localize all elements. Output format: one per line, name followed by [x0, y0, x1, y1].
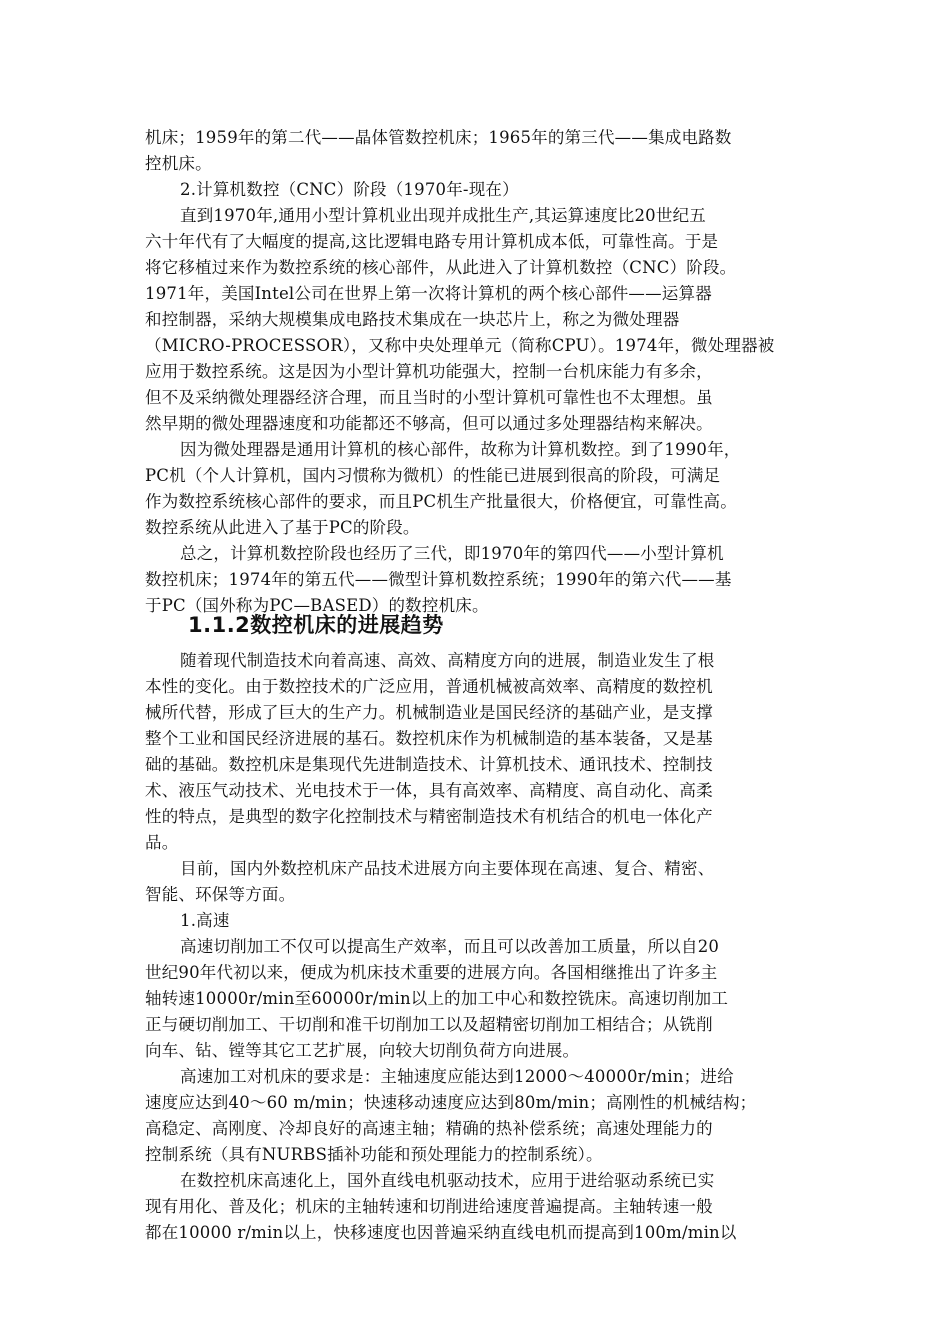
text-line: 机床；1959年的第二代——晶体管数控机床；1965年的第三代——集成电路数 [145, 128, 732, 147]
text-line: 因为微处理器是通用计算机的核心部件，故称为计算机数控。到了1990年， [180, 440, 741, 459]
text-line: 性的特点，是典型的数字化控制技术与精密制造技术有机结合的机电一体化产 [145, 807, 713, 826]
text-line: 在数控机床高速化上，国外直线电机驱动技术，应用于进给驱动系统已实 [180, 1171, 715, 1190]
text-line: 将它移植过来作为数控系统的核心部件，从此进入了计算机数控（CNC）阶段。 [145, 258, 737, 277]
text-line: 整个工业和国民经济进展的基石。数控机床作为机械制造的基本装备，又是基 [145, 729, 713, 748]
text-line: 控机床。 [145, 154, 212, 173]
text-line: 高稳定、高刚度、冷却良好的高速主轴；精确的热补偿系统；高速处理能力的 [145, 1119, 713, 1138]
text-line: 高速加工对机床的要求是：主轴速度应能达到12000～40000r/min；进给 [180, 1067, 734, 1086]
text-line: 速度应达到40～60 m/min；快速移动速度应达到80m/min；高刚性的机械结构； [145, 1093, 757, 1112]
text-line: 控制系统（具有NURBS插补功能和预处理能力的控制系统）。 [145, 1145, 603, 1164]
text-line: 但不及采纳微处理器经济合理，而且当时的小型计算机可靠性也不太理想。虽 [145, 388, 713, 407]
text-line: 总之，计算机数控阶段也经历了三代，即1970年的第四代——小型计算机 [180, 544, 724, 563]
text-line: 世纪90年代初以来，便成为机床技术重要的进展方向。各国相继推出了许多主 [145, 963, 718, 982]
text-line: 数控系统从此进入了基于PC的阶段。 [145, 518, 420, 537]
text-line: 目前，国内外数控机床产品技术进展方向主要体现在高速、复合、精密、 [180, 859, 715, 878]
text-line: 现有用化、普及化；机床的主轴转速和切削进给速度普遍提高。主轴转速一般 [145, 1197, 713, 1216]
text-line: 直到1970年,通用小型计算机业出现并成批生产,其运算速度比20世纪五 [180, 206, 706, 225]
text-line: （MICRO-PROCESSOR），又称中央处理单元（简称CPU）。1974年，微处理器被 [145, 336, 775, 355]
text-line: 作为数控系统核心部件的要求，而且PC机生产批量很大，价格便宜，可靠性高。 [145, 492, 737, 511]
text-line: 六十年代有了大幅度的提高,这比逻辑电路专用计算机成本低，可靠性高。于是 [145, 232, 719, 251]
text-line: PC机（个人计算机，国内习惯称为微机）的性能已进展到很高的阶段，可满足 [145, 466, 721, 485]
text-line: 术、液压气动技术、光电技术于一体，具有高效率、高精度、高自动化、高柔 [145, 781, 713, 800]
text-line: 然早期的微处理器速度和功能都还不够高，但可以通过多处理器结构来解决。 [145, 414, 713, 433]
text-line: 向车、钻、镗等其它工艺扩展，向较大切削负荷方向进展。 [145, 1041, 580, 1060]
text-line: 轴转速10000r/min至60000r/min以上的加工中心和数控铣床。高速切削加工 [145, 989, 729, 1008]
text-line: 于PC（国外称为PC—BASED）的数控机床。 [145, 596, 489, 615]
text-line: 随着现代制造技术向着高速、高效、高精度方向的进展，制造业发生了根 [180, 651, 715, 670]
text-line: 础的基础。数控机床是集现代先进制造技术、计算机技术、通讯技术、控制技 [145, 755, 713, 774]
text-line: 械所代替，形成了巨大的生产力。机械制造业是国民经济的基础产业，是支撑 [145, 703, 713, 722]
text-line: 1971年，美国Intel公司在世界上第一次将计算机的两个核心部件——运算器 [145, 284, 712, 303]
text-line: 高速切削加工不仅可以提高生产效率，而且可以改善加工质量，所以自20 [180, 937, 720, 956]
text-line: 品。 [145, 833, 179, 852]
text-line: 数控机床；1974年的第五代——微型计算机数控系统；1990年的第六代——基 [145, 570, 732, 589]
text-line: 应用于数控系统。这是因为小型计算机功能强大，控制一台机床能力有多余， [145, 362, 713, 381]
text-line: 正与硬切削加工、干切削和准干切削加工以及超精密切削加工相结合；从铣削 [145, 1015, 713, 1034]
text-line: 2.计算机数控（CNC）阶段（1970年-现在） [180, 180, 519, 199]
text-line: 和控制器，采纳大规模集成电路技术集成在一块芯片上，称之为微处理器 [145, 310, 680, 329]
text-line: 智能、环保等方面。 [145, 885, 296, 904]
section-heading: 1.1.2数控机床的进展趋势 [188, 613, 444, 637]
text-line: 本性的变化。由于数控技术的广泛应用，普通机械被高效率、高精度的数控机 [145, 677, 713, 696]
text-line: 1.高速 [180, 911, 230, 930]
text-line: 都在10000 r/min以上，快移速度也因普遍采纳直线电机而提高到100m/min以 [145, 1223, 737, 1242]
